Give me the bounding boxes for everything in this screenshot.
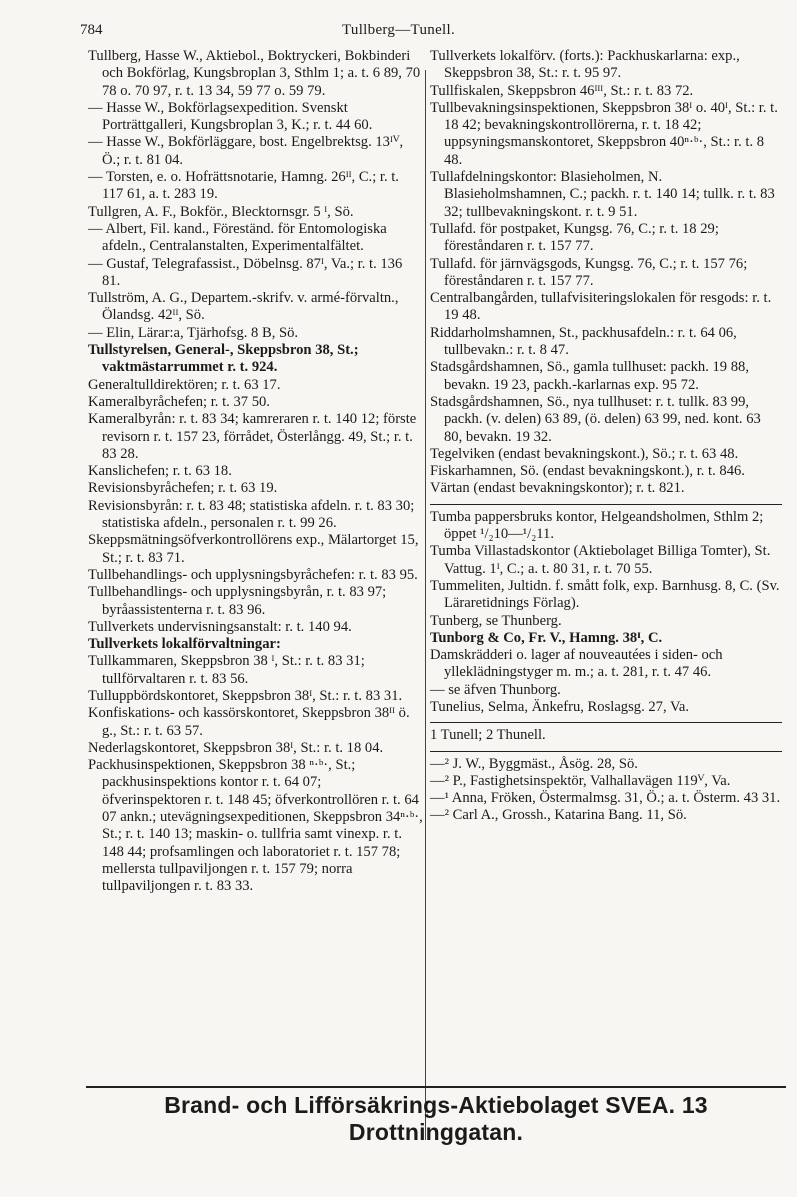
directory-entry: Konfiskations- och kassörskontoret, Skeppsbron 38ᴵᴵ ö. g., St.: r. t. 63 57. [88, 705, 410, 739]
directory-entry: —¹ Anna, Fröken, Östermalmsg. 31, Ö.; a. t. Österm. 43 31. [430, 790, 781, 807]
directory-heading: Tunborg & Co, Fr. V., Hamng. 38ᴵ, C. [430, 629, 663, 646]
directory-entry: Tullberg, Hasse W., Aktiebol., Boktryckeri, Bokbinderi och Bokförlag, Kungsbroplan 3, Sthlm 1; a. t. 6 89, 70 78 o. 70 97, r. t. 13 34, 59 77 o. 59 79. [88, 48, 421, 99]
footer-rule [86, 1086, 786, 1088]
directory-entry: Tullbevakningsinspektionen, Skeppsbron 38ᴵ o. 40ᴵ, St.: r. t. 18 42; bevakningskontrollörerna, r. t. 18 42; uppsyningsmanskontoret, Skeppsbron 40ⁿ·ᵇ·, St.: r. t. 8 48. [430, 99, 778, 168]
directory-entry: Tullafd. för postpaket, Kungsg. 76, C.; r. t. 18 29; föreståndaren r. t. 157 77. [430, 220, 719, 255]
directory-entry: 1 Tunell; 2 Thunell. [430, 727, 546, 744]
directory-entry: Centralbangården, tullafvisiteringslokalen för resgods: r. t. 19 48. [430, 290, 772, 324]
directory-entry: — se äfven Thunborg. [430, 681, 561, 698]
directory-entry: Skeppsmätningsöfverkontrollörens exp., Mälartorget 15, St.; r. t. 83 71. [88, 532, 419, 566]
directory-entry: Generaltulldirektören; r. t. 63 17. [88, 376, 281, 393]
directory-entry: — Hasse W., Bokförläggare, bost. Engelbrektsg. 13ᴵⱽ, Ö.; r. t. 81 04. [88, 134, 404, 168]
directory-entry: Tullgren, A. F., Bokför., Blecktornsgr. 5 ᴵ, Sö. [88, 203, 354, 220]
directory-entry: Packhusinspektionen, Skeppsbron 38 ⁿ·ᵇ·, St.; packhusinspektions kontor r. t. 64 07; öfverinspektoren r. t. 148 45; öfverkontrollören r. t. 64 07 ankn.; utevägningsexpeditionen, Skeppsbron 34ⁿ·ᵇ·, St.; r. t. 140 13; maskin- o. tullfria samt vinexp. r. t. 148 44; profsamlingen och laboratoriet r. t. 157 78; mellersta tullpaviljongen r. t. 157 79; norra tullpaviljongen r. t. 83 33. [88, 757, 423, 895]
directory-entry: Tullkammaren, Skeppsbron 38 ᴵ, St.: r. t. 83 31; tullförvaltaren r. t. 83 56. [88, 653, 365, 687]
page-header [0, 22, 797, 44]
footer-advertisement: Brand- och Lifförsäkrings-Aktiebolaget SVEA. 13 Drottninggatan. [164, 1092, 708, 1145]
directory-entry: Tumba pappersbruks kontor, Helgeandsholmen, Sthlm 2; öppet ¹/₂10—¹/₂11. [430, 508, 764, 543]
running-head: Tullberg—Tunell. [341, 22, 456, 38]
directory-entry: Tullström, A. G., Departem.-skrifv. v. armé-förvaltn., Ölandsg. 42ᴵᴵ, Sö. [88, 290, 399, 324]
directory-entry: Tullbehandlings- och upplysningsbyrån, r. t. 83 97; byråassistenterna r. t. 83 96. [88, 584, 387, 618]
directory-entry: Tullfiskalen, Skeppsbron 46ᴵᴵᴵ, St.: r. t. 83 72. [430, 82, 694, 99]
directory-entry: — Hasse W., Bokförlagsexpedition. Svenskt Porträttgalleri, Kungsbroplan 3, K.; r. t. 44 60. [88, 99, 373, 134]
directory-entry: Stadsgårdshamnen, Sö., gamla tullhuset: packh. 19 88, bevakn. 19 23, packh.-karlarnas exp. 95 72. [430, 359, 749, 393]
column-divider [425, 70, 426, 1140]
directory-entry: Tunelius, Selma, Änkefru, Roslagsg. 27, Va. [430, 698, 690, 715]
directory-entry: — Torsten, e. o. Hofrättsnotarie, Hamng. 26ᴵᴵ, C.; r. t. 117 61, a. t. 283 19. [88, 169, 399, 203]
directory-entry: Damskrädderi o. lager af nouveautées i siden- och ylleklädningstyger m. m.; a. t. 281, r. t. 47 46. [430, 647, 723, 681]
directory-entry: Kanslichefen; r. t. 63 18. [88, 463, 232, 480]
section-rule [430, 751, 782, 752]
left-column [88, 48, 423, 896]
directory-entry: Tullverkets undervisningsanstalt: r. t. 140 94. [88, 618, 352, 635]
directory-entry: — Albert, Fil. kand., Föreständ. för Entomologiska afdeln., Centralanstalten, Experimentalfältet. [88, 220, 387, 255]
directory-entry: Tunberg, se Thunberg. [430, 612, 562, 629]
directory-entry: Tulluppbördskontoret, Skeppsbron 38ᴵ, St.: r. t. 83 31. [88, 687, 403, 704]
right-column [430, 48, 782, 825]
directory-entry: Tegelviken (endast bevakningskont.), Sö.; r. t. 63 48. [430, 445, 739, 462]
directory-entry: Revisionsbyrån: r. t. 83 48; statistiska afdeln. r. t. 83 30; statistiska afdeln., personalen r. t. 99 26. [88, 497, 415, 532]
directory-entry: —² Carl A., Grossh., Katarina Bang. 11, Sö. [430, 807, 687, 824]
section-rule [430, 504, 782, 505]
directory-entry: Tullbehandlings- och upplysningsbyråchefen: r. t. 83 95. [88, 566, 418, 583]
directory-entry: Tullafdelningskontor: Blasieholmen, N. Blasieholmshamnen, C.; packh. r. t. 140 14; tullk. r. t. 83 32; tullbevakningskont. r. t. 9 51. [430, 169, 775, 220]
directory-entry: Tullverkets lokalförv. (forts.): Packhuskarlarna: exp., Skeppsbron 38, St.: r. t. 95 97. [430, 48, 740, 82]
directory-entry: Kameralbyrån: r. t. 83 34; kamreraren r. t. 140 12; förste revisorn r. t. 157 23, förrådet, Österlångg. 49, St.; r. t. 83 28. [88, 411, 417, 462]
directory-entry: —² J. W., Byggmäst., Åsög. 28, Sö. [430, 755, 638, 772]
directory-entry: Riddarholmshamnen, St., packhusafdeln.: r. t. 64 06, tullbevakn.: r. t. 8 47. [430, 324, 737, 359]
directory-entry: Stadsgårdshamnen, Sö., nya tullhuset: r. t. tullk. 83 99, packh. (v. delen) 63 89, (ö. delen) 63 99, ned. kont. 63 80, bevakn. 19 32. [430, 393, 761, 445]
directory-entry: Nederlagskontoret, Skeppsbron 38ᴵ, St.: r. t. 18 04. [88, 739, 384, 756]
directory-entry: Tumba Villastadskontor (Aktiebolaget Billiga Tomter), St. Vattug. 1ᴵ, C.; a. t. 80 31, r. t. 70 55. [430, 543, 771, 577]
directory-entry: Revisionsbyråchefen; r. t. 63 19. [88, 480, 278, 497]
directory-entry: — Gustaf, Telegrafassist., Döbelnsg. 87ᴵ, Va.; r. t. 136 81. [88, 255, 403, 289]
section-rule [430, 722, 782, 723]
page-number: 784 [80, 22, 103, 38]
directory-entry: Tummeliten, Jultidn. f. smått folk, exp. Barnhusg. 8, C. (Sv. Läraretidnings Förlag). [430, 577, 780, 612]
directory-entry: Tullafd. för järnvägsgods, Kungsg. 76, C.; r. t. 157 76; föreståndaren r. t. 157 77. [430, 255, 748, 289]
directory-entry: Kameralbyråchefen; r. t. 37 50. [88, 393, 270, 410]
directory-heading: Tullstyrelsen, General-, Skeppsbron 38, St.; vaktmästarrummet r. t. 924. [88, 342, 359, 376]
directory-entry: —² P., Fastighetsinspektör, Valhallavägen 119ⱽ, Va. [430, 772, 731, 789]
directory-entry: Fiskarhamnen, Sö. (endast bevakningskont.), r. t. 846. [430, 463, 745, 480]
directory-entry: Värtan (endast bevakningskontor); r. t. 821. [430, 480, 685, 497]
directory-heading: Tullverkets lokalförvaltningar: [88, 636, 281, 653]
directory-entry: — Elin, Lärar:a, Tjärhofsg. 8 B, Sö. [88, 324, 299, 341]
